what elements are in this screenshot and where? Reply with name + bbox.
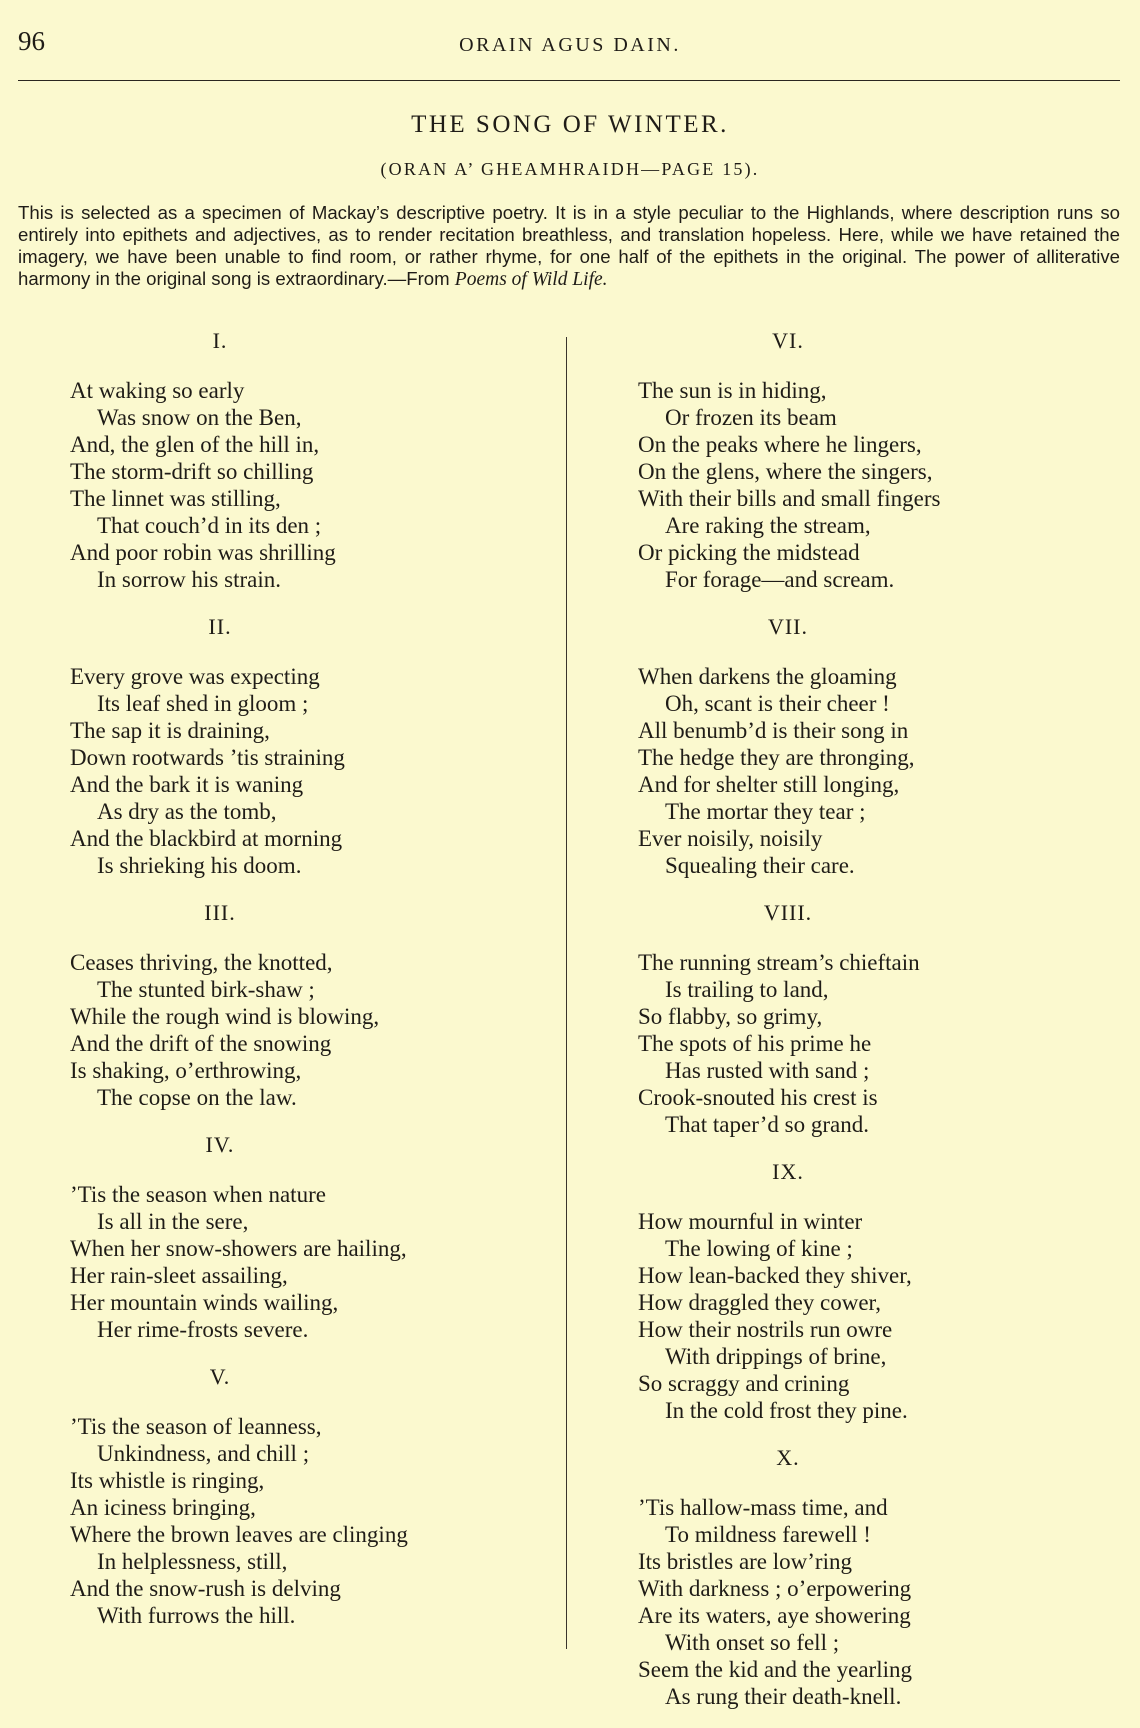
verse-line: Ceases thriving, the knotted, <box>70 950 333 975</box>
verse-line: And the blackbird at morning <box>70 826 343 851</box>
verse-line: Or picking the midstead <box>638 540 860 565</box>
verse-line: Ever noisily, noisily <box>638 826 823 851</box>
verse-line: Are its waters, aye showering <box>638 1603 911 1628</box>
verse-line: Its bristles are low’ring <box>638 1549 852 1574</box>
verse-line: The mortar they tear ; <box>665 799 866 824</box>
verse-line: The lowing of kine ; <box>665 1236 853 1261</box>
verse-line: On the peaks where he lingers, <box>638 432 922 457</box>
verse-line: Her rain-sleet assailing, <box>70 1263 288 1288</box>
verse-line: So flabby, so grimy, <box>638 1004 823 1029</box>
verse-line: The running stream’s chieftain <box>638 950 920 975</box>
verse-line: Her mountain winds wailing, <box>70 1290 339 1315</box>
source-title: Poems of Wild Life. <box>454 269 608 290</box>
left-column <box>70 325 540 1647</box>
stanza-numeral: IX. <box>772 1159 804 1184</box>
verse-line: To mildness farewell ! <box>665 1522 871 1547</box>
verse-line: How mournful in winter <box>638 1209 863 1234</box>
verse-line: ’Tis the season when nature <box>70 1182 326 1207</box>
verse-line: And, the glen of the hill in, <box>70 432 320 457</box>
stanza <box>70 897 540 1111</box>
stanza <box>638 611 1108 879</box>
verse-line: When darkens the gloaming <box>638 664 897 689</box>
verse-line: Every grove was expecting <box>70 664 320 689</box>
verse-line: That couch’d in its den ; <box>97 513 322 538</box>
verse-line: As rung their death-knell. <box>665 1684 902 1709</box>
verse-line: The spots of his prime he <box>638 1031 872 1056</box>
verse-line: The copse on the law. <box>97 1085 297 1110</box>
stanza <box>70 611 540 879</box>
verse-line: When her snow-showers are hailing, <box>70 1236 407 1261</box>
verse-line: The hedge they are thronging, <box>638 745 915 770</box>
verse-line: Is all in the sere, <box>97 1209 249 1234</box>
stanza <box>70 1129 540 1343</box>
verse-line: With furrows the hill. <box>97 1603 296 1628</box>
stanza <box>638 897 1108 1138</box>
verse-line: Unkindness, and chill ; <box>97 1441 310 1466</box>
intro-paragraph <box>18 202 1120 291</box>
stanza <box>70 325 540 593</box>
verse-line: Her rime-frosts severe. <box>97 1317 309 1342</box>
verse-line: With darkness ; o’erpowering <box>638 1576 912 1601</box>
verse-line: The stunted birk-shaw ; <box>97 977 315 1002</box>
poem-title: THE SONG OF WINTER. <box>411 111 729 138</box>
header-rule <box>18 80 1120 81</box>
stanza-numeral: VI. <box>772 328 804 353</box>
verse-line: Where the brown leaves are clinging <box>70 1522 408 1547</box>
stanza-numeral: I. <box>212 328 228 353</box>
verse-line: An iciness bringing, <box>70 1495 256 1520</box>
verse-line: Are raking the stream, <box>665 513 871 538</box>
verse-line: The storm-drift so chilling <box>70 459 314 484</box>
intro-text: This is selected as a specimen of Mackay’s descriptive poetry. It is in a style peculiar to the Highlands, where description runs so entirely into epithets and adjectives, as to render recitation breathless, and translation hopeless. Here, while we have retained the imagery, we have been unable to find room, or rather rhyme, for one half of the epithets in the original. The power of alliterative harmony in the original song is extraordinary.—From <box>18 202 1120 289</box>
poem-subtitle: (ORAN A’ GHEAMHRAIDH—PAGE 15). <box>380 159 760 179</box>
verse-line: Its leaf shed in gloom ; <box>97 691 309 716</box>
page-number: 96 <box>18 26 45 56</box>
verse-line: The sun is in hiding, <box>638 378 827 403</box>
verse-line: With onset so fell ; <box>665 1630 840 1655</box>
verse-line: How draggled they cower, <box>638 1290 882 1315</box>
verse-line: Seem the kid and the yearling <box>638 1657 913 1682</box>
stanza-numeral: V. <box>209 1364 231 1389</box>
verse-line: Its whistle is ringing, <box>70 1468 265 1493</box>
verse-line: ’Tis the season of leanness, <box>70 1414 322 1439</box>
verse-line: Down rootwards ’tis straining <box>70 745 345 770</box>
verse-line: In helplessness, still, <box>97 1549 288 1574</box>
verse-line: Or frozen its beam <box>665 405 837 430</box>
stanza-numeral: X. <box>776 1445 800 1470</box>
stanza-numeral: III. <box>204 900 236 925</box>
stanza-numeral: II. <box>208 614 232 639</box>
verse-line: Crook-snouted his crest is <box>638 1085 878 1110</box>
right-column <box>638 325 1108 1728</box>
stanza-numeral: IV. <box>205 1132 235 1157</box>
verse-line: How their nostrils run owre <box>638 1317 893 1342</box>
verse-line: The linnet was stilling, <box>70 486 281 511</box>
stanza <box>638 325 1108 593</box>
verse-line: While the rough wind is blowing, <box>70 1004 380 1029</box>
verse-line: On the glens, where the singers, <box>638 459 933 484</box>
verse-line: At waking so early <box>70 378 245 403</box>
column-divider <box>566 337 567 1649</box>
verse-line: In sorrow his strain. <box>97 567 281 592</box>
verse-line: And the snow-rush is delving <box>70 1576 341 1601</box>
verse-line: And for shelter still longing, <box>638 772 900 797</box>
verse-line: In the cold frost they pine. <box>665 1398 908 1423</box>
verse-line: Oh, scant is their cheer ! <box>665 691 890 716</box>
running-head: ORAIN AGUS DAIN. <box>459 34 681 56</box>
verse-line: Is trailing to land, <box>665 977 829 1002</box>
verse-line: As dry as the tomb, <box>97 799 277 824</box>
verse-line: So scraggy and crining <box>638 1371 850 1396</box>
verse-line: Was snow on the Ben, <box>97 405 302 430</box>
verse-line: Has rusted with sand ; <box>665 1058 870 1083</box>
verse-line: With their bills and small fingers <box>638 486 941 511</box>
verse-line: Squealing their care. <box>665 853 855 878</box>
verse-line: With drippings of brine, <box>665 1344 887 1369</box>
verse-line: How lean-backed they shiver, <box>638 1263 912 1288</box>
verse-line: Is shaking, o’erthrowing, <box>70 1058 302 1083</box>
stanza <box>70 1361 540 1629</box>
verse-line: For forage—and scream. <box>665 567 895 592</box>
verse-line: Is shrieking his doom. <box>97 853 302 878</box>
verse-line: That taper’d so grand. <box>665 1112 869 1137</box>
stanza <box>638 1442 1108 1710</box>
verse-line: The sap it is draining, <box>70 718 270 743</box>
verse-line: All benumb’d is their song in <box>638 718 909 743</box>
verse-line: ’Tis hallow-mass time, and <box>638 1495 888 1520</box>
verse-line: And the drift of the snowing <box>70 1031 332 1056</box>
verse-line: And poor robin was shrilling <box>70 540 336 565</box>
verse-line: And the bark it is waning <box>70 772 304 797</box>
stanza-numeral: VII. <box>767 614 809 639</box>
stanza-numeral: VIII. <box>763 900 813 925</box>
stanza <box>638 1156 1108 1424</box>
